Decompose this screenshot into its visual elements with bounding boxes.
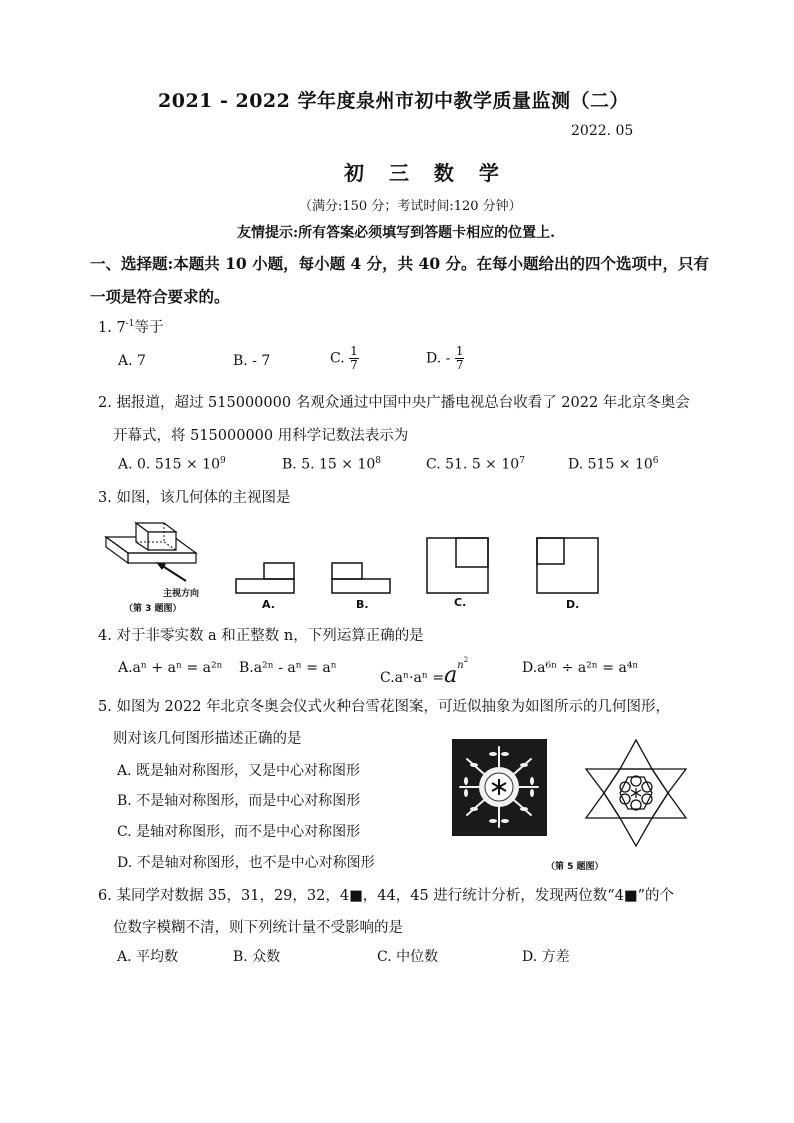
q2-option-c-base: C. 51. 5 × 10 [426, 456, 520, 473]
q5-stem-line1: 5. 如图为 2022 年北京冬奥会仪式火种台雪花图案，可近似抽象为如图所示的几何图形， [98, 699, 671, 715]
q3-option-d-label: D. [566, 598, 580, 611]
q5-stem-line2: 则对该几何图形描述正确的是 [113, 731, 302, 747]
exam-info: （满分:150 分；考试时间:120 分钟） [299, 199, 522, 214]
friendly-tip: 友情提示:所有答案必须填写到答题卡相应的位置上. [237, 225, 556, 241]
q3-option-b-figure [331, 562, 393, 594]
q6-stem-line1: 6. 某同学对数据 35，31，29，32，4■，44，45 进行统计分析，发现两位数“4■”的个 [98, 888, 675, 904]
q5-option-b: B. 不是轴对称图形，而是中心对称图形 [117, 793, 361, 809]
q3-solid-figure [106, 515, 216, 595]
exam-date: 2022. 05 [571, 123, 634, 139]
q1-option-d-prefix: D. - [426, 350, 451, 367]
q4-option-b: B.a²ⁿ - aⁿ = aⁿ [239, 660, 337, 676]
q1-option-c-prefix: C. [330, 350, 345, 367]
q5-snowflake-photo [452, 739, 547, 836]
q4-option-a: A.aⁿ + aⁿ = a²ⁿ [118, 660, 223, 676]
q2-option-a [118, 456, 226, 473]
q2-option-b [282, 456, 381, 473]
section-heading-line2: 一项是符合要求的。 [90, 287, 230, 306]
q4-option-d: D.a⁶ⁿ ÷ a²ⁿ = a⁴ⁿ [522, 660, 639, 676]
q3-option-d-figure [536, 537, 600, 595]
q3-option-b-label: B. [356, 598, 369, 611]
q1-option-d-num: 1 [455, 344, 464, 358]
section-heading-line1: 一、选择题:本题共 10 小题，每小题 4 分，共 40 分。在每小题给出的四个选项中，只有 [90, 254, 710, 273]
q3-option-c-figure [426, 537, 490, 595]
q2-option-b-exp: 8 [375, 456, 381, 466]
q1-option-a: A. 7 [118, 353, 146, 369]
q2-option-a-exp: 9 [220, 456, 226, 466]
q6-option-a: A. 平均数 [117, 949, 179, 965]
q2-option-b-base: B. 5. 15 × 10 [282, 456, 376, 473]
q2-stem-line2: 开幕式，将 515000000 用科学记数法表示为 [113, 428, 409, 444]
q3-option-a-figure [235, 562, 297, 594]
q4-stem: 4. 对于非零实数 a 和正整数 n，下列运算正确的是 [98, 628, 424, 644]
q4-option-c-exp2: 2 [463, 656, 469, 664]
q1-option-d [426, 345, 464, 372]
q2-option-c [426, 456, 525, 473]
q1-option-d-fraction [455, 345, 465, 372]
subject-title: 初 三 数 学 [344, 161, 508, 185]
q3-option-a-label: A. [262, 598, 275, 611]
q1-option-c-fraction [349, 345, 359, 372]
q1-stem-tail: 等于 [134, 320, 164, 336]
q4-option-c-base: a [444, 663, 458, 688]
q2-option-c-exp: 7 [519, 456, 525, 466]
q4-option-c [380, 656, 468, 688]
q5-geometric-figure [582, 736, 692, 848]
q5-option-a: A. 既是轴对称图形，又是中心对称图形 [117, 763, 361, 779]
q1-option-d-den: 7 [455, 358, 464, 372]
q2-option-a-base: A. 0. 515 × 10 [118, 456, 220, 473]
q5-figure-caption: （第 5 题图） [546, 862, 604, 872]
q4-option-c-exp: n [457, 660, 464, 671]
q6-option-d: D. 方差 [522, 949, 570, 965]
q6-option-b: B. 众数 [233, 949, 281, 965]
q3-stem: 3. 如图，该几何体的主视图是 [98, 490, 291, 506]
q1-option-c-num: 1 [350, 344, 358, 358]
q1-option-c [330, 345, 359, 372]
q1-stem [98, 316, 163, 337]
q2-option-d-base: D. 515 × 10 [568, 456, 653, 473]
q3-figure-caption: （第 3 题图） [124, 604, 182, 614]
q1-stem-base: 1. 7 [98, 320, 126, 336]
q6-option-c: C. 中位数 [377, 949, 439, 965]
exam-title: 2021 - 2022 学年度泉州市初中教学质量监测（二） [158, 90, 629, 112]
q2-option-d-exp: 6 [652, 456, 659, 466]
q2-option-d [568, 456, 659, 473]
q3-option-c-label: C. [454, 596, 467, 609]
q5-option-c: C. 是轴对称图形，而不是中心对称图形 [117, 824, 361, 840]
q4-option-c-prefix: C.aⁿ·aⁿ = [380, 670, 445, 686]
q1-option-c-den: 7 [350, 358, 358, 372]
q6-stem-line2: 位数字模糊不清，则下列统计量不受影响的是 [113, 920, 403, 936]
q5-option-d: D. 不是轴对称图形，也不是中心对称图形 [117, 855, 375, 871]
q1-option-b: B. - 7 [233, 353, 271, 369]
q3-direction-label: 主视方向 [163, 589, 200, 599]
q2-stem-line1: 2. 据报道，超过 515000000 名观众通过中国中央广播电视总台收看了 2022 年北京冬奥会 [98, 395, 690, 411]
q1-stem-exponent: -1 [125, 319, 135, 330]
